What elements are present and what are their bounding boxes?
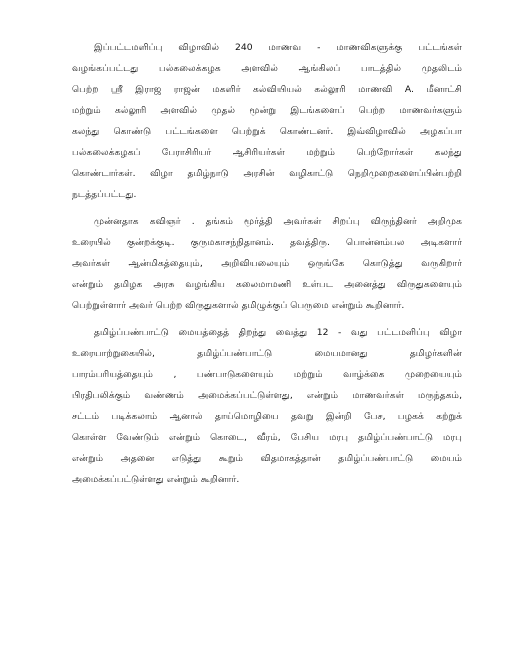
paragraph-3-line-3: பாரம்பரியத்தையும் , பண்பாடுகளையும் மற்றும் வாழ்க்கை முறையையும் bbox=[72, 369, 462, 380]
paragraph-1-line-2: வழங்கப்பட்டது பல்கலைக்கழக அளவில் ஆங்கிலப் பாடத்தில் முதலிடம் bbox=[72, 63, 462, 74]
paragraph-1-line-7: கொண்டார்கள். விழா தமிழ்நாடு அரசின் வழிகாட்டு நெறிமுறைகளைப்பின்பற்றி bbox=[72, 168, 462, 179]
paragraph-2-line-5: பெற்றுள்ளார் அவர் பெற்ற விருதுகளால் தமிழுக்குப் பெருமை என்றும் கூறினார். bbox=[72, 300, 405, 311]
paragraph-3-line-8: அமைக்கப்பட்டுள்ளது என்றும் கூறினார். bbox=[72, 474, 240, 485]
paragraph-2-line-2: உரையில் குன்றக்குடி. குருமகாசந்நிதானம். தவத்திரு. பொன்னம்பல அடிகளார் bbox=[72, 237, 462, 248]
paragraph-3-line-6: கொள்ள வேண்டும் என்றும் கொடை, வீரம், பேசிய மரபு தமிழ்ப்பண்பாட்டு மரபு bbox=[72, 432, 462, 443]
paragraph-3-line-1: தமிழ்ப்பண்பாட்டு மையத்தைத் திறந்து வைத்து 12 - வது பட்டமளிப்பு விழா bbox=[94, 327, 462, 338]
paragraph-2-line-4: என்றும் தமிழக அரசு வழங்கிய கலைமாமணி உள்பட அனைத்து விருதுகளையும் bbox=[72, 279, 462, 290]
paragraph-1-line-8: நடத்தப்பட்டது. bbox=[72, 189, 137, 200]
paragraph-1-line-6: பல்கலைக்கழகப் பேராசிரியர் ஆசிரியர்கள் மற்றும் பெற்றோர்கள் கலந்து bbox=[72, 147, 462, 158]
paragraph-1-line-3: பெற்ற ஸ்ரீ இராஜ ராஜன் மகளிர் கல்வியியல் கல்லூரி மாணவி A. மீனாட்சி bbox=[72, 84, 462, 95]
paragraph-1 bbox=[72, 37, 462, 205]
paragraph-2 bbox=[72, 211, 462, 316]
paragraph-1-line-1: இப்பட்டமளிப்பு விழாவில் 240 மாணவ - மாணவிகளுக்கு பட்டங்கள் bbox=[94, 42, 462, 53]
paragraph-3-line-2: உரையாற்றுகையில், தமிழ்ப்பண்பாட்டு மையமானது தமிழர்களின் bbox=[72, 348, 462, 359]
paragraph-1-line-5: கலந்து கொண்டு பட்டங்களை பெற்றுக் கொண்டனர். இவ்விழாவில் அழகப்பா bbox=[72, 126, 462, 137]
paragraph-1-line-4: மற்றும் கல்லூரி அளவில் முதல் மூன்று இடங்களைப் பெற்ற மாணவர்களும் bbox=[72, 105, 462, 116]
paragraph-3-line-7: என்றும் அதனை எடுத்து கூறும் விதமாகத்தான் தமிழ்ப்பண்பாட்டு மையம் bbox=[72, 453, 462, 464]
paragraph-2-line-3: அவர்கள் ஆன்மிகத்தையும், அறிவியலையும் ஒருங்கே கொடுத்து வருகிறார் bbox=[72, 258, 462, 269]
paragraph-2-line-1: முன்னதாக கவிஞர் . தங்கம் மூர்த்தி அவர்கள் சிறப்பு விருந்தினர் அறிமுக bbox=[94, 216, 462, 227]
paragraph-3-line-4: பிரதிபலிக்கும் வண்ணம் அமைக்கப்பட்டுள்ளது, என்றும் மாணவர்கள் மருந்தகம், bbox=[72, 390, 462, 401]
paragraph-3-line-5: சட்டம் படிக்கலாம் ஆனால் தாய்மொழியை தவறு இன்றி பேச, பழகக் கற்றுக் bbox=[72, 411, 462, 422]
paragraph-3 bbox=[72, 322, 462, 490]
